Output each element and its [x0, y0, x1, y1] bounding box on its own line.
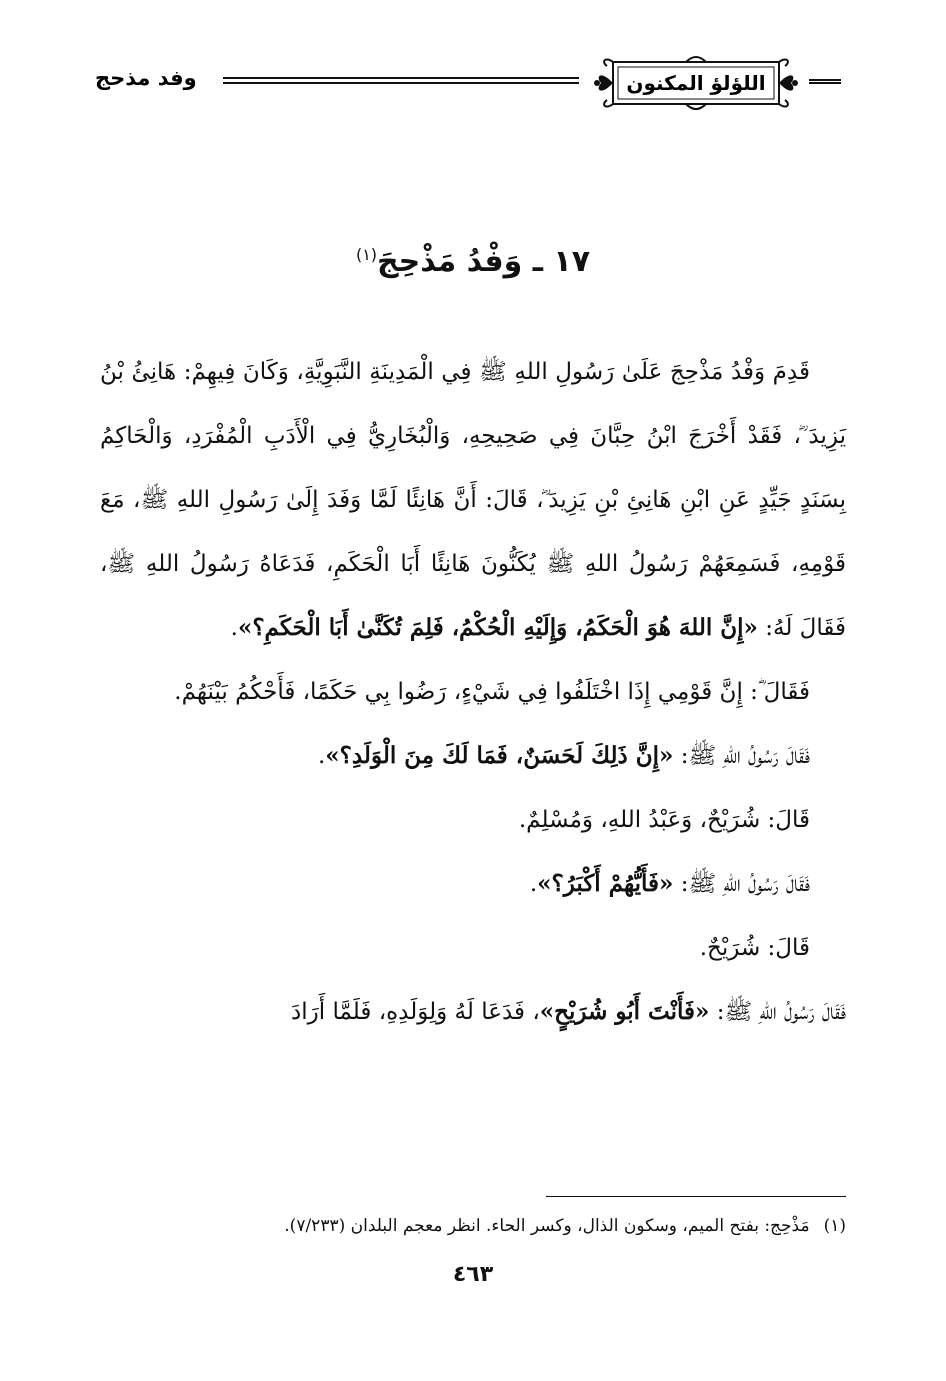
paragraph-2	[100, 660, 846, 724]
footnote-number: (١)	[823, 1216, 846, 1236]
paragraph-text: فَقَالَ ؓ: إِنَّ قَوْمِي إِذَا اخْتَلَفُوا فِي شَيْءٍ، رَضُوا بِي حَكَمًا، فَأَحْكُمُ بَيْنَهُمْ.	[174, 679, 810, 705]
paragraph-tail: .	[230, 615, 238, 641]
page-number: ٤٦٣	[452, 1262, 494, 1287]
ornamental-title-frame	[591, 52, 801, 114]
footnote	[100, 1212, 846, 1240]
paragraph-3	[100, 724, 846, 788]
prophetic-quote: «فَأَنْتَ أَبُو شُرَيْحٍ»	[539, 998, 710, 1025]
paragraph-tail: ، فَدَعَا لَهُ وَلِوَلَدِهِ، فَلَمَّا أَرَادَ	[291, 999, 540, 1025]
footnote-text: مَذْحِج: بفتح الميم، وسكون الذال، وكسر الحاء. انظر معجم البلدان (٧/٢٣٣).	[284, 1216, 810, 1236]
paragraph-text: فَقَالَ رَسُولُ اللهِ ﷺ:	[680, 871, 810, 897]
paragraph-text: فَقَالَ رَسُولُ اللهِ ﷺ:	[680, 743, 810, 769]
prophetic-quote: «إِنَّ اللهَ هُوَ الْحَكَمُ، وَإِلَيْهِ الْحُكْمُ، فَلِمَ تُكَنَّىٰ أَبَا الْحَكَمِ؟»	[237, 614, 758, 641]
paragraph-text: قَالَ: شُرَيْحٌ.	[699, 935, 810, 961]
section-heading	[0, 244, 946, 279]
paragraph-text: قَالَ: شُرَيْحٌ، وَعَبْدُ اللهِ، وَمُسْلِمٌ.	[518, 807, 810, 833]
paragraph-7	[100, 980, 846, 1044]
paragraph-6	[100, 916, 846, 980]
footnote-reference: (١)	[355, 245, 378, 264]
header-double-rule-long	[223, 77, 579, 84]
header-double-rule-short	[809, 79, 841, 84]
paragraph-text: فَقَالَ رَسُولُ اللهِ ﷺ:	[716, 999, 846, 1025]
running-header	[95, 52, 841, 114]
paragraph-tail: .	[529, 871, 538, 897]
chapter-name: وفد مذحج	[95, 66, 197, 90]
paragraph-1	[100, 340, 846, 660]
paragraph-5	[100, 852, 846, 916]
prophetic-quote: «إِنَّ ذَلِكَ لَحَسَنٌ، فَمَا لَكَ مِنَ الْوَلَدِ؟»	[325, 742, 674, 769]
paragraph-4	[100, 788, 846, 852]
book-title: اللؤلؤ المكنون	[626, 71, 766, 95]
paragraph-tail: .	[317, 743, 326, 769]
body-text	[100, 340, 846, 1044]
prophetic-quote: «فَأَيُّهُمْ أَكْبَرُ؟»	[537, 870, 674, 897]
section-title: ١٧ ـ وَفْدُ مَذْحِجَ	[377, 244, 591, 279]
footnote-separator	[546, 1196, 846, 1197]
paragraph-text: قَدِمَ وَفْدُ مَذْحِجَ عَلَىٰ رَسُولِ اللهِ ﷺ فِي الْمَدِينَةِ النَّبَوِيَّةِ، وَكَانَ فِيهِمْ: هَانِئُ بْنُ يَزِيدَ ؓ، فَقَدْ أَخْرَجَ ابْنُ حِبَّانَ فِي صَحِيحِهِ، وَالْبُخَارِيُّ فِي الْأَدَبِ الْمُفْرَدِ، وَالْحَاكِمُ بِسَنَدٍ جَيِّدٍ عَنِ ابْنِ هَانِئِ بْنِ يَزِيدَ ؓ، قَالَ: أَنَّ هَانِئًا لَمَّا وَفَدَ إِلَىٰ رَسُولِ اللهِ ﷺ، مَعَ قَوْمِهِ، فَسَمِعَهُمْ رَسُولُ اللهِ ﷺ يُكَنُّونَ هَانِئًا أَبَا الْحَكَمِ، فَدَعَاهُ رَسُولُ اللهِ ﷺ، فَقَالَ لَهُ:	[100, 359, 846, 641]
